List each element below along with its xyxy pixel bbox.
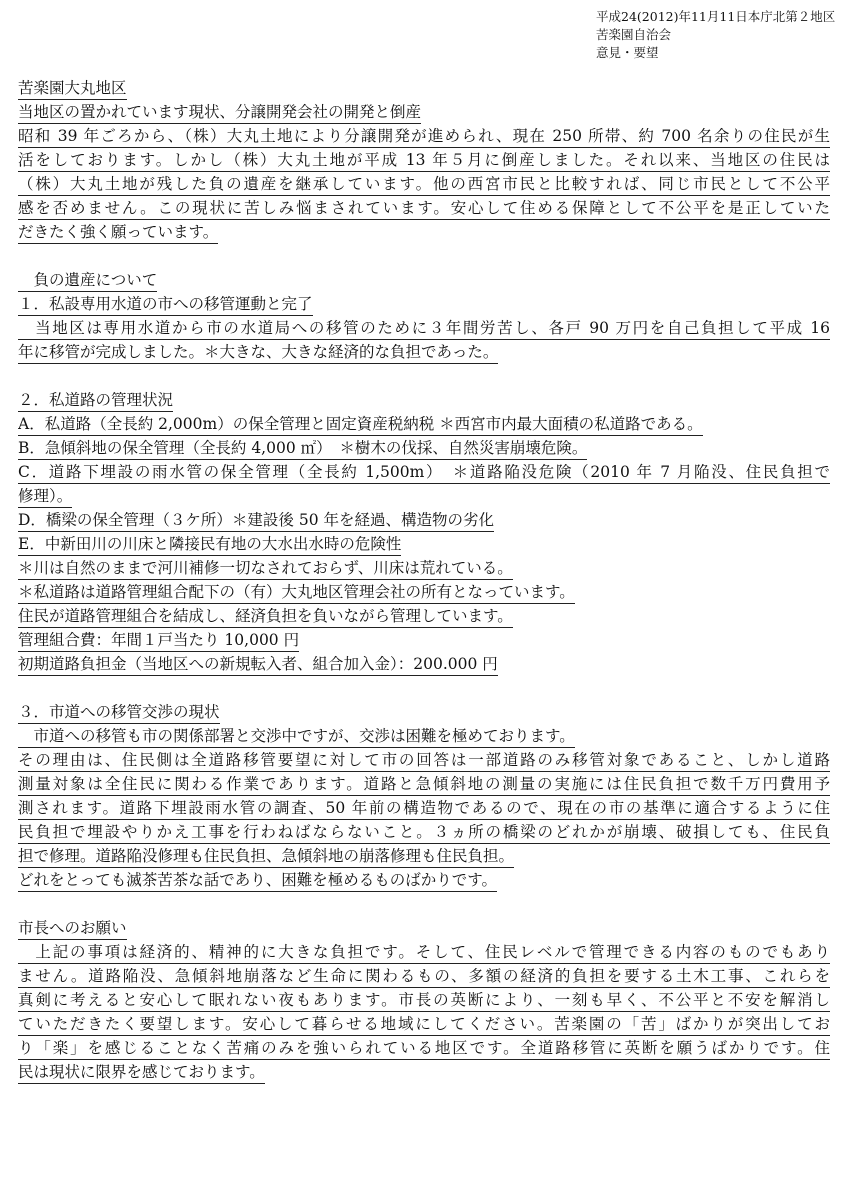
header-document-type: 意見・要望 [596,45,659,60]
intro-paragraph-line: 活をしております。しかし（株）大丸土地が平成 13 年５月に倒産しました。それ以来、当地区の住民は [18,150,836,174]
request-line: 民は現状に限界を感じております。 [18,1062,836,1086]
item2-note-management: 住民が道路管理組合を結成し、経済負担を負いながら管理しています。 [18,606,836,630]
item1-line: 年に移管が完成しました。＊大きな、大きな経済的な負担であった。 [18,342,836,366]
legacy-heading: 負の遺産について [18,270,836,294]
request-line: ていただきたく要望します。安心して暮らせる地域にしてください。苦楽園の「苦」ばかりが突出してお [18,1014,836,1038]
item1-line: 当地区は専用水道から市の水道局への移管のために３年間労苦し、各戸 90 万円を自己負担して平成 16 [18,318,836,342]
spacer [18,366,836,390]
intro-paragraph-line: 感を否めません。この現状に苦しみ悩まされています。安心して住める保障として不公平を是正していた [18,198,836,222]
intro-heading: 苦楽園大丸地区 [18,78,836,102]
item3-line: 測されます。道路下埋設雨水管の調査、50 年前の構造物であるので、現在の市の基準に適合するように住 [18,798,836,822]
item1-title: １．私設専用水道の市への移管運動と完了 [18,294,836,318]
item2-initial-charge: 初期道路負担金（当地区への新規転入者、組合加入金）：200.000 円 [18,654,836,678]
intro-paragraph-line: だきたく強く願っています。 [18,222,836,246]
item2-line-e: E．中新田川の川床と隣接民有地の大水出水時の危険性 [18,534,836,558]
intro-paragraph-line: 昭和 39 年ごろから、（株）大丸土地により分譲開発が進められ、現在 250 所帯、約 700 名余りの住民が生 [18,126,836,150]
item3-line: 測量対象は全住民に関わる作業であります。道路と急傾斜地の測量の実施には住民負担で数千万円費用予 [18,774,836,798]
intro-subheading: 当地区の置かれています現状、分譲開発会社の開発と倒産 [18,102,836,126]
item3-line: 市道への移管も市の関係部署と交渉中ですが、交渉は困難を極めております。 [18,726,836,750]
item3-title: ３．市道への移管交渉の現状 [18,702,836,726]
item3-line: その理由は、住民側は全道路移管要望に対して市の回答は一部道路のみ移管対象であること、しかし道路 [18,750,836,774]
document-body [18,78,836,1086]
header-organization: 苦楽園自治会 [596,27,672,42]
item2-line-d: D．橋梁の保全管理（３ケ所）＊建設後 50 年を経過、構造物の劣化 [18,510,836,534]
item2-fee: 管理組合費：年間１戸当たり 10,000 円 [18,630,836,654]
spacer [18,894,836,918]
item2-note-river: ＊川は自然のままで河川補修一切なされておらず、川床は荒れている。 [18,558,836,582]
item2-note-ownership: ＊私道路は道路管理組合配下の（有）大丸地区管理会社の所有となっています。 [18,582,836,606]
request-heading: 市長へのお願い [18,918,836,942]
request-line: 真剣に考えると安心して眠れない夜もあります。市長の英断により、一刻も早く、不公平と不安を解消し [18,990,836,1014]
item3-line: 民負担で埋設やりかえ工事を行わねばならないこと。３ヵ所の橋梁のどれかが崩壊、破損しても、住民負 [18,822,836,846]
request-line: り「楽」を感じることなく苦痛のみを強いられている地区です。全道路移管に英断を願うばかりです。住 [18,1038,836,1062]
item2-line-b: B．急傾斜地の保全管理（全長約 4,000 ㎡） ＊樹木の伐採、自然災害崩壊危険。 [18,438,836,462]
spacer [18,678,836,702]
document-header [596,8,846,62]
item2-line-c-cont: 修理）。 [18,486,836,510]
item2-line-c: C．道路下埋設の雨水管の保全管理（全長約 1,500m） ＊道路陥没危険（2010 年 7 月陥没、住民負担で [18,462,836,486]
item2-line-a: A．私道路（全長約 2,000m）の保全管理と固定資産税納税 ＊西宮市内最大面積の私道路である。 [18,414,836,438]
request-line: ません。道路陥没、急傾斜地崩落など生命に関わるもの、多額の経済的負担を要する土木工事、これらを [18,966,836,990]
request-line: 上記の事項は経済的、精神的に大きな負担です。そして、住民レベルで管理できる内容のものでもあり [18,942,836,966]
item3-line: 担で修理。道路陥没修理も住民負担、急傾斜地の崩落修理も住民負担。 [18,846,836,870]
item2-title: ２．私道路の管理状況 [18,390,836,414]
item3-line: どれをとっても滅茶苦茶な話であり、困難を極めるものばかりです。 [18,870,836,894]
intro-paragraph-line: （株）大丸土地が残した負の遺産を継承しています。他の西宮市民と比較すれば、同じ市民として不公平 [18,174,836,198]
header-date: 平成24(2012)年11月11日本庁北第２地区 [596,9,836,24]
spacer [18,246,836,270]
